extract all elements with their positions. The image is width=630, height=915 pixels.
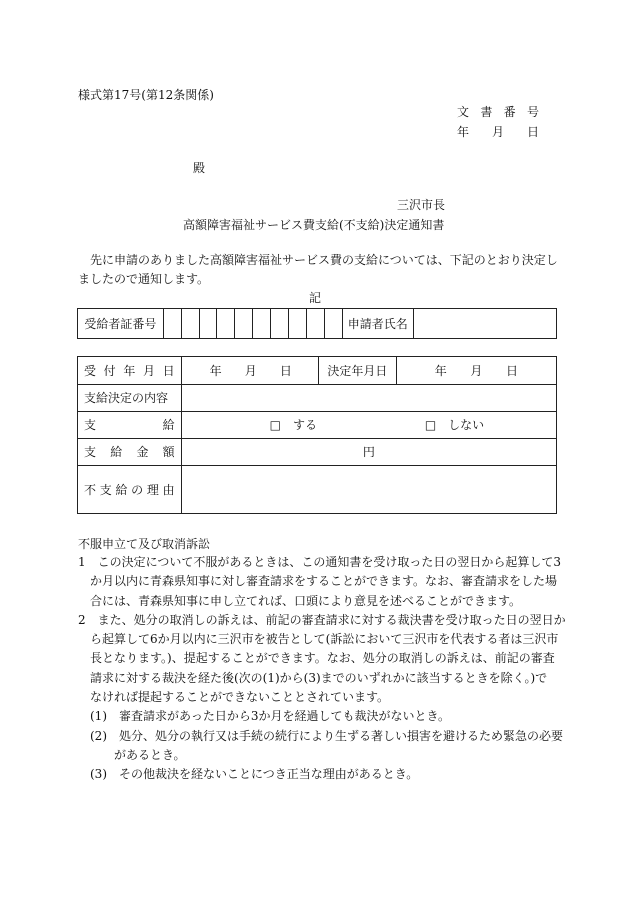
recipient-no-digit[interactable] [181,309,199,339]
recipient-no-digit[interactable] [253,309,271,339]
amount-field[interactable] [181,439,556,466]
recipient-no-digit[interactable] [324,309,342,339]
decision-date-label: 決定年月日 [318,357,396,385]
appeal-line: (3) その他裁決を経ないことにつき正当な理由があるとき。 [78,767,419,782]
appeal-line: 1 この決定について不服があるときは、この通知書を受け取った日の翌日から起算して3 [78,555,562,569]
addressee-honorific: 殿 [193,161,206,175]
appeal-line: か月以内に青森県知事に対し審査請求をすることができます。なお、審査請求をした場 [78,574,558,589]
appeal-line: 請求に対する裁決を経た後(次の(1)から(3)までのいずれかに該当するときを除く。)で [78,670,548,685]
decision-content-field[interactable] [181,385,556,412]
amount-label: 支 給 金 額 [78,439,182,466]
option-yes-checkbox[interactable]: □ する [269,418,318,432]
decision-date-field[interactable]: 年 月 日 [396,357,556,385]
applicant-name-field[interactable] [413,309,556,339]
option-no-checkbox[interactable]: □ しない [424,418,485,432]
document-title: 高額障害福祉サービス費支給(不支給)決定通知書 [183,218,445,232]
recipient-no-label: 受給者証番号 [78,309,164,339]
issuer: 三沢市長 [397,198,446,212]
appeal-text [78,553,566,785]
appeal-line: があるとき。 [78,747,186,762]
payment-label: 支 給 [78,412,182,439]
reception-date-label: 受 付 年 月 日 [78,357,182,385]
form-number: 様式第17号(第12条関係) [78,88,214,102]
payment-options [181,412,556,439]
recipient-no-digit[interactable] [271,309,289,339]
appeal-line: ら起算して6か月以内に三沢市を被告として(訴訟において三沢市を代表する者は三沢市 [78,632,559,647]
reception-date-field[interactable]: 年 月 日 [181,357,318,385]
appeal-line: (2) 処分、処分の執行又は手続の続行により生ずる著しい損害を避けるため緊急の必要 [78,728,564,743]
amount-unit: 円 [362,445,375,459]
decision-table [77,356,557,514]
intro-paragraph: 先に申請のありました高額障害福祉サービス費の支給については、下記のとおり決定し ましたので通知します。 [78,253,558,287]
recipient-no-digit[interactable] [235,309,253,339]
reason-label: 不 支 給 の 理 由 [78,466,182,514]
appeal-line: 2 また、処分の取消しの訴えは、前記の審査請求に対する裁決書を受け取った日の翌日か [78,612,566,627]
document-number-label: 文 書 番 号 [457,105,539,119]
recipient-no-digit[interactable] [217,309,235,339]
recipient-no-digit[interactable] [307,309,325,339]
appeal-line: 合には、青森県知事に申し立てれば、口頭により意見を述べることができます。 [78,593,522,608]
appeal-line: なければ提起することができないこととされています。 [78,690,390,705]
ki-heading: 記 [309,291,322,305]
appeal-line: 長となります。)、提起することができます。なお、処分の取消しの訴えは、前記の審査 [78,651,555,666]
decision-content-label: 支給決定の内容 [78,385,182,412]
reason-field[interactable] [181,466,556,514]
appeal-heading: 不服申立て及び取消訴訟 [78,537,211,551]
recipient-table [77,308,557,339]
document-date-label: 年 月 日 [457,125,539,139]
recipient-no-digit[interactable] [289,309,307,339]
appeal-line: (1) 審査請求があった日から3か月を経過しても裁決がないとき。 [78,709,451,724]
recipient-no-digit[interactable] [199,309,217,339]
recipient-no-digit[interactable] [163,309,181,339]
applicant-name-label: 申請者氏名 [342,309,413,339]
